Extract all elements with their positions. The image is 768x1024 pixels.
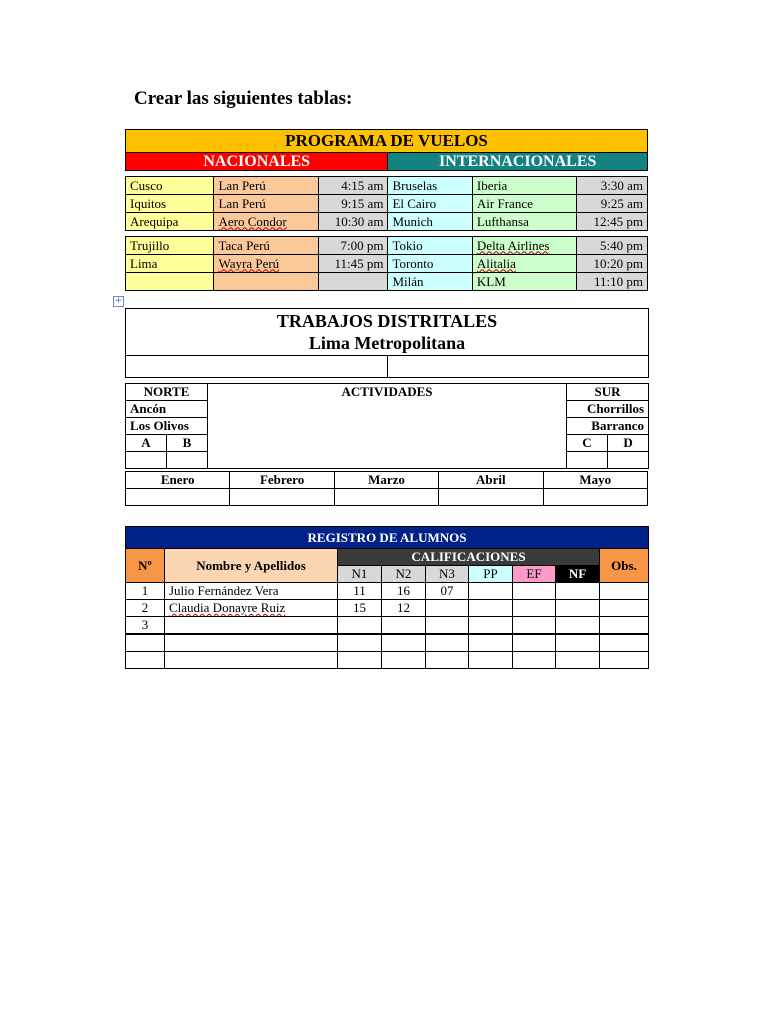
sur-header: SUR — [567, 384, 649, 401]
grade-cell — [556, 583, 600, 600]
table-row — [126, 652, 649, 669]
actividades-header: ACTIVIDADES — [208, 384, 567, 469]
trabajos-title — [126, 309, 649, 356]
city-cell: Cusco — [126, 177, 214, 195]
flight-schedule-table — [125, 129, 648, 291]
grade-cell — [513, 634, 556, 652]
mes-header: Enero — [126, 472, 230, 489]
airline-cell: Alitalia — [472, 255, 577, 273]
city-cell — [126, 273, 214, 291]
trabajos-title-table — [125, 308, 649, 378]
grade-cell — [513, 600, 556, 617]
blank-cell — [126, 452, 167, 469]
olivos-cell: Los Olivos — [126, 418, 208, 435]
chorrillos-cell: Chorrillos — [567, 401, 649, 418]
grade-cell — [469, 652, 513, 669]
grade-cell — [469, 583, 513, 600]
grade-cell — [513, 617, 556, 635]
grade-cell — [382, 634, 426, 652]
blank-cell — [334, 489, 438, 506]
grade-cell: 11 — [338, 583, 382, 600]
grade-cell — [426, 652, 469, 669]
grade-cell — [469, 617, 513, 635]
ancon-cell: Ancón — [126, 401, 208, 418]
blank-cell — [126, 489, 230, 506]
time-cell: 10:30 am — [319, 213, 388, 231]
nf-header: NF — [556, 566, 600, 583]
mes-header: Marzo — [334, 472, 438, 489]
table-row — [126, 583, 649, 600]
grade-cell — [338, 652, 382, 669]
time-cell — [319, 273, 388, 291]
table-row — [126, 617, 649, 635]
mes-header: Febrero — [230, 472, 334, 489]
flight-row — [126, 177, 648, 195]
city-cell: Iquitos — [126, 195, 214, 213]
airline-cell: Lufthansa — [472, 213, 577, 231]
grade-cell — [426, 600, 469, 617]
flight-row — [126, 213, 648, 231]
trabajos-grid-table — [125, 383, 649, 469]
time-cell: 7:00 pm — [319, 237, 388, 255]
city-cell: Bruselas — [388, 177, 472, 195]
flight-row — [126, 195, 648, 213]
trabajos-title-line1: TRABAJOS DISTRITALES — [276, 311, 498, 331]
obs-cell — [600, 617, 649, 635]
grade-cell: 15 — [338, 600, 382, 617]
n3-header: N3 — [426, 566, 469, 583]
grade-cell — [469, 634, 513, 652]
student-name: Julio Fernández Vera — [165, 583, 338, 600]
blank-cell — [126, 356, 388, 378]
city-cell: El Cairo — [388, 195, 472, 213]
airline-cell — [214, 273, 319, 291]
registro-table — [125, 526, 649, 669]
airline-cell: KLM — [472, 273, 577, 291]
city-cell: Tokio — [388, 237, 472, 255]
calificaciones-header: CALIFICACIONES — [338, 549, 600, 566]
grade-cell — [556, 600, 600, 617]
col-b: B — [167, 435, 208, 452]
nombre-header: Nombre y Apellidos — [165, 549, 338, 583]
flight-row — [126, 255, 648, 273]
time-cell: 9:25 am — [577, 195, 648, 213]
meses-table — [125, 471, 648, 506]
grade-cell — [382, 617, 426, 635]
row-number: 3 — [126, 617, 165, 635]
ef-header: EF — [513, 566, 556, 583]
airline-cell: Lan Perú — [214, 195, 319, 213]
city-cell: Trujillo — [126, 237, 214, 255]
obs-cell — [600, 634, 649, 652]
blank-cell — [439, 489, 543, 506]
col-d: D — [608, 435, 649, 452]
grade-cell — [338, 634, 382, 652]
city-cell: Toronto — [388, 255, 472, 273]
student-name — [165, 634, 338, 652]
student-name — [165, 600, 338, 617]
grade-cell — [556, 617, 600, 635]
flight-table-title: PROGRAMA DE VUELOS — [126, 130, 648, 153]
blank-cell — [230, 489, 334, 506]
grade-cell: 12 — [382, 600, 426, 617]
city-cell: Milán — [388, 273, 472, 291]
blank-cell — [167, 452, 208, 469]
col-c: C — [567, 435, 608, 452]
flight-row — [126, 273, 648, 291]
grade-cell: 16 — [382, 583, 426, 600]
obs-cell — [600, 583, 649, 600]
grade-cell — [469, 600, 513, 617]
airline-cell — [472, 237, 577, 255]
internacionales-header: INTERNACIONALES — [388, 153, 648, 171]
row-number: 1 — [126, 583, 165, 600]
grade-cell — [513, 583, 556, 600]
row-number — [126, 634, 165, 652]
grade-cell — [426, 617, 469, 635]
barranco-cell: Barranco — [567, 418, 649, 435]
table-row — [126, 634, 649, 652]
norte-header: NORTE — [126, 384, 208, 401]
airline-cell: Taca Perú — [214, 237, 319, 255]
airline-cell: Lan Perú — [214, 177, 319, 195]
airline-text: Wayra Perú — [218, 255, 280, 271]
n2-header: N2 — [382, 566, 426, 583]
time-cell: 3:30 am — [577, 177, 648, 195]
grade-cell: 07 — [426, 583, 469, 600]
n1-header: N1 — [338, 566, 382, 583]
time-cell: 11:45 pm — [319, 255, 388, 273]
grade-cell — [513, 652, 556, 669]
city-cell: Lima — [126, 255, 214, 273]
airline-cell: Iberia — [472, 177, 577, 195]
airline-cell: Air France — [472, 195, 577, 213]
registro-title: REGISTRO DE ALUMNOS — [126, 527, 649, 549]
time-cell: 4:15 am — [319, 177, 388, 195]
mes-header: Mayo — [543, 472, 647, 489]
airline-text: Delta Airlines — [476, 237, 550, 253]
airline-cell: Aero Condor — [214, 213, 319, 231]
pp-header: PP — [469, 566, 513, 583]
time-cell: 9:15 am — [319, 195, 388, 213]
blank-cell — [567, 452, 608, 469]
grade-cell — [556, 634, 600, 652]
blank-cell — [543, 489, 647, 506]
blank-cell — [608, 452, 649, 469]
city-cell: Arequipa — [126, 213, 214, 231]
grade-cell — [382, 652, 426, 669]
row-number: 2 — [126, 600, 165, 617]
col-a: A — [126, 435, 167, 452]
num-header: Nº — [126, 549, 165, 583]
student-name — [165, 617, 338, 635]
blank-cell — [388, 356, 649, 378]
mes-header: Abril — [439, 472, 543, 489]
flight-row — [126, 237, 648, 255]
time-cell: 10:20 pm — [577, 255, 648, 273]
obs-header: Obs. — [600, 549, 649, 583]
student-name-text: Claudia Donayre Ruiz — [169, 600, 286, 615]
trabajos-title-line2: Lima Metropolitana — [308, 333, 466, 353]
city-cell: Munich — [388, 213, 472, 231]
table-row — [126, 600, 649, 617]
row-number — [126, 652, 165, 669]
time-cell: 11:10 pm — [577, 273, 648, 291]
time-cell: 12:45 pm — [577, 213, 648, 231]
student-name — [165, 652, 338, 669]
table-move-handle-icon[interactable]: + — [114, 296, 123, 306]
obs-cell — [600, 652, 649, 669]
obs-cell — [600, 600, 649, 617]
nacionales-header: NACIONALES — [126, 153, 388, 171]
time-cell: 5:40 pm — [577, 237, 648, 255]
grade-cell — [426, 634, 469, 652]
grade-cell — [556, 652, 600, 669]
grade-cell — [338, 617, 382, 635]
page-heading: Crear las siguientes tablas: — [134, 88, 353, 109]
airline-cell — [214, 255, 319, 273]
